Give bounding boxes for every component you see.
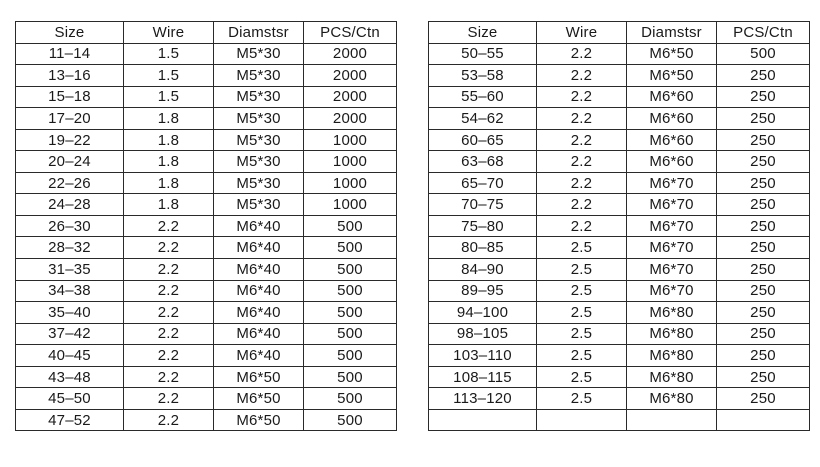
table-row bbox=[429, 366, 810, 388]
table-row bbox=[429, 194, 810, 216]
cell-wire: 1.8 bbox=[124, 129, 214, 151]
cell-diameter: M6*50 bbox=[627, 65, 717, 87]
table-row bbox=[16, 409, 397, 431]
table-row bbox=[16, 388, 397, 410]
cell-pcs-per-carton: 250 bbox=[717, 129, 810, 151]
cell-pcs-per-carton: 500 bbox=[304, 259, 397, 281]
cell-size bbox=[429, 409, 537, 431]
table-row bbox=[16, 194, 397, 216]
table-row bbox=[16, 345, 397, 367]
cell-pcs-per-carton: 250 bbox=[717, 172, 810, 194]
cell-size: 89–95 bbox=[429, 280, 537, 302]
cell-pcs-per-carton: 500 bbox=[304, 409, 397, 431]
header-diameter: Diamstsr bbox=[627, 22, 717, 44]
cell-wire: 2.2 bbox=[537, 215, 627, 237]
cell-diameter: M5*30 bbox=[214, 194, 304, 216]
cell-wire: 2.5 bbox=[537, 323, 627, 345]
table-row bbox=[429, 259, 810, 281]
cell-size: 11–14 bbox=[16, 43, 124, 65]
cell-pcs-per-carton: 250 bbox=[717, 108, 810, 130]
cell-diameter: M6*80 bbox=[627, 366, 717, 388]
cell-wire: 1.5 bbox=[124, 65, 214, 87]
cell-size: 63–68 bbox=[429, 151, 537, 173]
cell-size: 31–35 bbox=[16, 259, 124, 281]
table-row bbox=[429, 215, 810, 237]
cell-diameter: M6*70 bbox=[627, 194, 717, 216]
cell-diameter: M6*80 bbox=[627, 345, 717, 367]
table-header-row bbox=[16, 22, 397, 44]
table-row bbox=[429, 345, 810, 367]
cell-diameter: M5*30 bbox=[214, 65, 304, 87]
cell-wire: 2.5 bbox=[537, 259, 627, 281]
cell-size: 50–55 bbox=[429, 43, 537, 65]
cell-diameter: M6*70 bbox=[627, 172, 717, 194]
cell-size: 94–100 bbox=[429, 302, 537, 324]
cell-diameter: M6*40 bbox=[214, 302, 304, 324]
cell-size: 17–20 bbox=[16, 108, 124, 130]
table-row bbox=[16, 237, 397, 259]
cell-wire: 1.8 bbox=[124, 151, 214, 173]
cell-wire bbox=[537, 409, 627, 431]
cell-diameter: M6*70 bbox=[627, 280, 717, 302]
cell-diameter: M6*80 bbox=[627, 323, 717, 345]
cell-size: 113–120 bbox=[429, 388, 537, 410]
cell-pcs-per-carton: 500 bbox=[304, 388, 397, 410]
cell-diameter: M5*30 bbox=[214, 151, 304, 173]
cell-size: 45–50 bbox=[16, 388, 124, 410]
cell-size: 65–70 bbox=[429, 172, 537, 194]
spec-table-left bbox=[15, 21, 397, 431]
table-row bbox=[429, 280, 810, 302]
cell-size: 43–48 bbox=[16, 366, 124, 388]
header-wire: Wire bbox=[537, 22, 627, 44]
table-row bbox=[16, 108, 397, 130]
cell-size: 108–115 bbox=[429, 366, 537, 388]
cell-diameter: M6*60 bbox=[627, 151, 717, 173]
cell-diameter: M5*30 bbox=[214, 108, 304, 130]
cell-pcs-per-carton: 500 bbox=[304, 366, 397, 388]
table-header-row bbox=[429, 22, 810, 44]
cell-wire: 1.5 bbox=[124, 86, 214, 108]
header-wire: Wire bbox=[124, 22, 214, 44]
header-pcs-per-carton: PCS/Ctn bbox=[717, 22, 810, 44]
table-row bbox=[16, 129, 397, 151]
cell-size: 40–45 bbox=[16, 345, 124, 367]
cell-wire: 2.5 bbox=[537, 302, 627, 324]
cell-diameter: M6*60 bbox=[627, 129, 717, 151]
cell-size: 19–22 bbox=[16, 129, 124, 151]
cell-wire: 1.8 bbox=[124, 194, 214, 216]
cell-size: 54–62 bbox=[429, 108, 537, 130]
cell-pcs-per-carton: 1000 bbox=[304, 172, 397, 194]
cell-wire: 2.5 bbox=[537, 388, 627, 410]
cell-pcs-per-carton: 250 bbox=[717, 151, 810, 173]
table-row bbox=[16, 151, 397, 173]
cell-size: 35–40 bbox=[16, 302, 124, 324]
cell-wire: 2.2 bbox=[537, 43, 627, 65]
table-row bbox=[16, 86, 397, 108]
table-row bbox=[429, 388, 810, 410]
cell-pcs-per-carton: 500 bbox=[304, 237, 397, 259]
table-row bbox=[16, 215, 397, 237]
cell-size: 28–32 bbox=[16, 237, 124, 259]
table-row bbox=[429, 108, 810, 130]
cell-diameter: M5*30 bbox=[214, 129, 304, 151]
cell-size: 37–42 bbox=[16, 323, 124, 345]
table-row bbox=[16, 259, 397, 281]
cell-wire: 2.2 bbox=[124, 323, 214, 345]
cell-wire: 2.2 bbox=[124, 388, 214, 410]
cell-wire: 2.2 bbox=[124, 280, 214, 302]
cell-diameter: M6*80 bbox=[627, 302, 717, 324]
header-size: Size bbox=[16, 22, 124, 44]
spec-table-right bbox=[428, 21, 810, 431]
table-row bbox=[16, 280, 397, 302]
cell-pcs-per-carton: 250 bbox=[717, 366, 810, 388]
cell-pcs-per-carton: 2000 bbox=[304, 43, 397, 65]
cell-pcs-per-carton: 500 bbox=[304, 280, 397, 302]
cell-wire: 2.2 bbox=[124, 215, 214, 237]
cell-wire: 2.2 bbox=[537, 86, 627, 108]
table-row bbox=[429, 237, 810, 259]
table-row bbox=[16, 172, 397, 194]
cell-wire: 2.2 bbox=[537, 172, 627, 194]
cell-wire: 2.5 bbox=[537, 237, 627, 259]
table-row bbox=[16, 65, 397, 87]
cell-diameter: M6*50 bbox=[627, 43, 717, 65]
cell-pcs-per-carton: 250 bbox=[717, 86, 810, 108]
cell-pcs-per-carton: 1000 bbox=[304, 151, 397, 173]
cell-diameter: M6*40 bbox=[214, 215, 304, 237]
header-diameter: Diamstsr bbox=[214, 22, 304, 44]
cell-size: 60–65 bbox=[429, 129, 537, 151]
cell-size: 75–80 bbox=[429, 215, 537, 237]
cell-diameter: M6*60 bbox=[627, 86, 717, 108]
cell-wire: 2.2 bbox=[124, 302, 214, 324]
cell-size: 26–30 bbox=[16, 215, 124, 237]
cell-pcs-per-carton: 1000 bbox=[304, 129, 397, 151]
cell-diameter: M6*50 bbox=[214, 366, 304, 388]
cell-size: 53–58 bbox=[429, 65, 537, 87]
table-row bbox=[429, 409, 810, 431]
cell-diameter: M6*50 bbox=[214, 388, 304, 410]
cell-size: 47–52 bbox=[16, 409, 124, 431]
header-size: Size bbox=[429, 22, 537, 44]
cell-pcs-per-carton bbox=[717, 409, 810, 431]
table-row bbox=[429, 302, 810, 324]
table-row bbox=[429, 86, 810, 108]
cell-wire: 1.8 bbox=[124, 108, 214, 130]
cell-pcs-per-carton: 250 bbox=[717, 237, 810, 259]
cell-diameter: M6*40 bbox=[214, 237, 304, 259]
cell-diameter: M5*30 bbox=[214, 43, 304, 65]
cell-wire: 2.5 bbox=[537, 280, 627, 302]
cell-wire: 2.2 bbox=[124, 345, 214, 367]
cell-wire: 2.5 bbox=[537, 366, 627, 388]
cell-size: 70–75 bbox=[429, 194, 537, 216]
cell-wire: 1.5 bbox=[124, 43, 214, 65]
cell-wire: 2.2 bbox=[124, 259, 214, 281]
cell-diameter: M5*30 bbox=[214, 172, 304, 194]
table-row bbox=[16, 323, 397, 345]
cell-size: 13–16 bbox=[16, 65, 124, 87]
table-row bbox=[16, 366, 397, 388]
cell-size: 24–28 bbox=[16, 194, 124, 216]
cell-wire: 2.2 bbox=[124, 409, 214, 431]
cell-pcs-per-carton: 250 bbox=[717, 65, 810, 87]
cell-diameter: M6*70 bbox=[627, 237, 717, 259]
table-row bbox=[429, 151, 810, 173]
cell-pcs-per-carton: 250 bbox=[717, 388, 810, 410]
header-pcs-per-carton: PCS/Ctn bbox=[304, 22, 397, 44]
cell-diameter: M6*70 bbox=[627, 215, 717, 237]
cell-wire: 1.8 bbox=[124, 172, 214, 194]
table-row bbox=[429, 65, 810, 87]
cell-diameter: M5*30 bbox=[214, 86, 304, 108]
cell-pcs-per-carton: 500 bbox=[304, 215, 397, 237]
cell-wire: 2.2 bbox=[537, 65, 627, 87]
cell-diameter: M6*80 bbox=[627, 388, 717, 410]
cell-diameter: M6*60 bbox=[627, 108, 717, 130]
cell-size: 98–105 bbox=[429, 323, 537, 345]
cell-size: 80–85 bbox=[429, 237, 537, 259]
cell-diameter: M6*40 bbox=[214, 280, 304, 302]
table-row bbox=[429, 172, 810, 194]
cell-pcs-per-carton: 500 bbox=[304, 302, 397, 324]
cell-size: 22–26 bbox=[16, 172, 124, 194]
cell-size: 15–18 bbox=[16, 86, 124, 108]
cell-diameter: M6*40 bbox=[214, 345, 304, 367]
cell-pcs-per-carton: 250 bbox=[717, 323, 810, 345]
cell-wire: 2.2 bbox=[537, 151, 627, 173]
cell-diameter: M6*50 bbox=[214, 409, 304, 431]
table-row bbox=[16, 302, 397, 324]
cell-pcs-per-carton: 500 bbox=[717, 43, 810, 65]
cell-pcs-per-carton: 250 bbox=[717, 215, 810, 237]
cell-wire: 2.2 bbox=[537, 129, 627, 151]
cell-size: 103–110 bbox=[429, 345, 537, 367]
cell-diameter: M6*40 bbox=[214, 323, 304, 345]
cell-pcs-per-carton: 250 bbox=[717, 345, 810, 367]
cell-wire: 2.5 bbox=[537, 345, 627, 367]
cell-size: 84–90 bbox=[429, 259, 537, 281]
cell-diameter: M6*40 bbox=[214, 259, 304, 281]
cell-pcs-per-carton: 500 bbox=[304, 345, 397, 367]
cell-size: 55–60 bbox=[429, 86, 537, 108]
table-row bbox=[16, 43, 397, 65]
cell-diameter: M6*70 bbox=[627, 259, 717, 281]
table-row bbox=[429, 129, 810, 151]
cell-wire: 2.2 bbox=[537, 108, 627, 130]
cell-size: 20–24 bbox=[16, 151, 124, 173]
cell-pcs-per-carton: 250 bbox=[717, 280, 810, 302]
cell-pcs-per-carton: 2000 bbox=[304, 108, 397, 130]
cell-pcs-per-carton: 2000 bbox=[304, 86, 397, 108]
cell-pcs-per-carton: 250 bbox=[717, 259, 810, 281]
cell-size: 34–38 bbox=[16, 280, 124, 302]
cell-wire: 2.2 bbox=[124, 366, 214, 388]
cell-pcs-per-carton: 250 bbox=[717, 194, 810, 216]
cell-pcs-per-carton: 500 bbox=[304, 323, 397, 345]
cell-wire: 2.2 bbox=[537, 194, 627, 216]
cell-wire: 2.2 bbox=[124, 237, 214, 259]
cell-pcs-per-carton: 250 bbox=[717, 302, 810, 324]
cell-diameter bbox=[627, 409, 717, 431]
cell-pcs-per-carton: 1000 bbox=[304, 194, 397, 216]
table-row bbox=[429, 323, 810, 345]
cell-pcs-per-carton: 2000 bbox=[304, 65, 397, 87]
table-row bbox=[429, 43, 810, 65]
